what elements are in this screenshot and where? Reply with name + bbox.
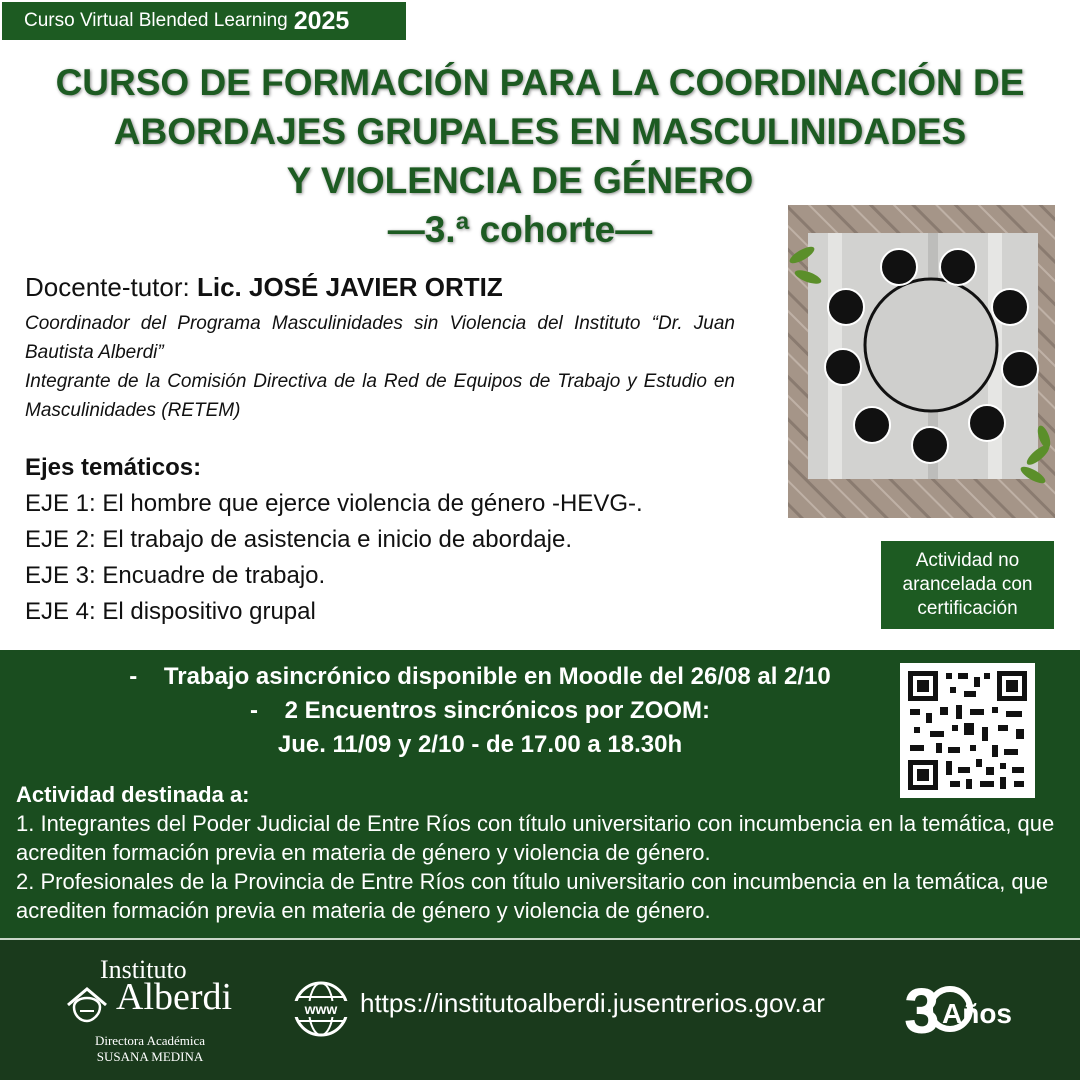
director-name: SUSANA MEDINA: [96, 1049, 204, 1064]
course-type-tag: [0, 0, 408, 42]
badge-text: Actividad no arancelada con certificación: [902, 550, 1033, 619]
director-credit: [60, 1033, 240, 1065]
tutor-name: Lic. JOSÉ JAVIER ORTIZ: [196, 272, 503, 302]
target-audience: [16, 780, 1066, 925]
audience-item-1: 1. Integrantes del Poder Judicial de Entre Ríos con título universitario con incumbencia en la temática, que acrediten formación previa en materia de género y violencia de género.: [16, 811, 1055, 865]
anniversary-number: 3: [904, 975, 940, 1045]
cohort-line: —3.ª cohorte—: [387, 209, 653, 250]
schedule-line-1: - Trabajo asincrónico disponible en Moodle del 26/08 al 2/10: [129, 663, 831, 690]
tutor-section: [25, 272, 735, 425]
tutor-label: Docente-tutor:: [25, 272, 197, 302]
title-line-1: CURSO DE FORMACIÓN PARA LA COORDINACIÓN DE: [55, 62, 1025, 103]
tutor-role-2: Integrante de la Comisión Directiva de la Red de Equipos de Trabajo y Estudio en Masculinidades (RETEM): [25, 371, 735, 421]
anniversary-label: Años: [942, 998, 1012, 1029]
website-link[interactable]: https://institutoalberdi.jusentrerios.gov.ar: [360, 988, 825, 1018]
free-activity-badge: [881, 541, 1054, 629]
logo-text-alberdi: Alberdi: [116, 976, 233, 1018]
title-line-3: Y VIOLENCIA DE GÉNERO: [286, 160, 754, 201]
instituto-alberdi-logo: [60, 955, 240, 1065]
logo-text-instituto: Instituto: [100, 955, 187, 984]
qr-code[interactable]: [900, 663, 1035, 798]
globe-icon: [292, 980, 350, 1038]
round-table-photo: [788, 205, 1055, 518]
schedule: [40, 660, 920, 762]
audience-heading: Actividad destinada a:: [16, 782, 250, 807]
theme-item: EJE 1: El hombre que ejerce violencia de género -HEVG-.: [25, 490, 643, 517]
course-type-label: Curso Virtual Blended Learning: [24, 10, 288, 31]
director-role: Directora Académica: [94, 1033, 206, 1048]
anniversary-logo: [902, 975, 1032, 1045]
theme-item: EJE 4: El dispositivo grupal: [25, 598, 316, 625]
schedule-line-2: - 2 Encuentros sincrónicos por ZOOM:: [249, 697, 711, 724]
themes-heading: Ejes temáticos:: [25, 454, 202, 481]
theme-item: EJE 3: Encuadre de trabajo.: [25, 562, 326, 589]
title-line-2: ABORDAJES GRUPALES EN MASCULINIDADES: [113, 111, 967, 152]
tutor-role-1: Coordinador del Programa Masculinidades sin Violencia del Instituto “Dr. Juan Bautista Alberdi”: [25, 313, 735, 363]
institute-emblem-icon: [62, 981, 112, 1025]
www-label: www: [304, 1001, 338, 1017]
theme-item: EJE 2: El trabajo de asistencia e inicio de abordaje.: [25, 526, 572, 553]
course-year: 2025: [293, 6, 350, 35]
themes-section: [25, 450, 765, 630]
tutor-heading: [25, 272, 735, 303]
schedule-line-3: Jue. 11/09 y 2/10 - de 17.00 a 18.30h: [277, 731, 683, 758]
audience-item-2: 2. Profesionales de la Provincia de Entre Ríos con título universitario con incumbencia en la temática, que acrediten formación previa en materia de género y violencia de género.: [16, 869, 1049, 923]
